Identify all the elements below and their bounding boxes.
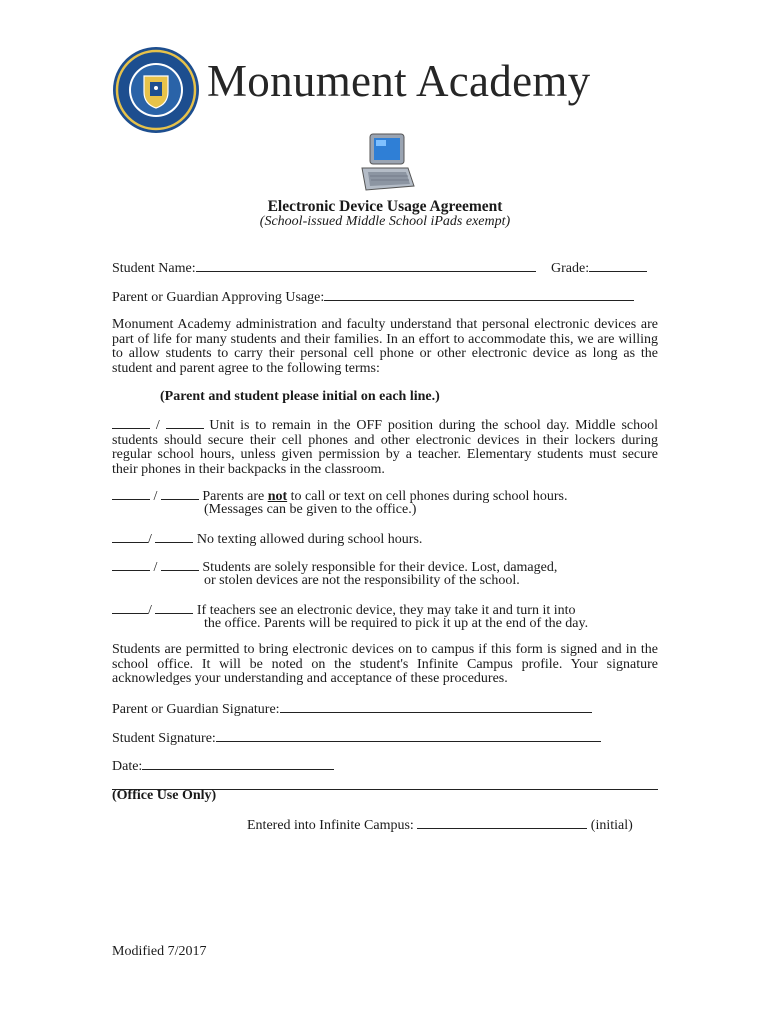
parent-initial-field[interactable] — [112, 487, 150, 500]
term-3: / No texting allowed during school hours. — [112, 530, 422, 548]
date-field[interactable] — [142, 757, 334, 770]
term-text: Unit is to remain in the OFF position during the school day. Middle school students should secure their cell phones and other electronic devices in their lockers during regular school hours, unless given permission by a teacher. Elementary students must secure their phones in their backpacks in the classroom. — [112, 418, 659, 477]
student-initial-field[interactable] — [155, 530, 193, 543]
document-title: Electronic Device Usage Agreement — [267, 198, 503, 215]
parent-initial-field[interactable] — [112, 530, 148, 543]
date-row — [112, 757, 334, 775]
parent-initial-field[interactable] — [112, 416, 150, 429]
term-text-emphasis: not — [267, 489, 288, 504]
parent-approving-label: Parent or Guardian Approving Usage: — [112, 290, 325, 305]
grade-field[interactable] — [589, 259, 647, 272]
term-4: / Students are solely responsible for their device. Lost, damaged, — [112, 558, 557, 576]
student-signature-row — [112, 729, 601, 747]
student-initial-field[interactable] — [166, 416, 204, 429]
student-name-row — [112, 259, 536, 277]
student-initial-field[interactable] — [161, 558, 199, 571]
parent-initial-field[interactable] — [112, 601, 148, 614]
office-use-label: (Office Use Only) — [112, 788, 217, 803]
student-signature-label: Student Signature: — [112, 731, 216, 746]
parent-initial-field[interactable] — [112, 558, 150, 571]
closing-paragraph: Students are permitted to bring electronic devices on to campus if this form is signed and in the school office. It will be noted on the student's Infinite Campus profile. Your signature acknowledges your understanding and acceptance of these procedures. — [112, 642, 658, 686]
initial-label: (initial) — [590, 818, 633, 833]
grade-label: Grade: — [551, 261, 590, 276]
term-2-line-2: (Messages can be given to the office.) — [204, 502, 417, 517]
initial-instruction: (Parent and student please initial on each line.) — [160, 389, 440, 404]
modified-date: Modified 7/2017 — [112, 944, 207, 959]
student-name-label: Student Name: — [112, 261, 196, 276]
intro-paragraph: Monument Academy administration and faculty understand that personal electronic devices are part of life for many students and their families. In an effort to accommodate this, we are willing to allow students to carry their personal cell phone or other electronic device as long as the student and parent agree to the following terms: — [112, 317, 658, 376]
infinite-campus-label: Entered into Infinite Campus: — [247, 818, 414, 833]
term-5: / If teachers see an electronic device, they may take it and turn it into — [112, 601, 576, 619]
date-label: Date: — [112, 759, 143, 774]
term-text-pre: Parents are — [202, 489, 268, 504]
school-name: Monument Academy — [207, 56, 591, 106]
parent-signature-field[interactable] — [280, 700, 592, 713]
parent-signature-row — [112, 700, 592, 718]
student-signature-field[interactable] — [216, 729, 601, 742]
document-subtitle: (School-issued Middle School iPads exempt) — [259, 214, 511, 229]
term-text-post: to call or text on cell phones during school hours. — [287, 489, 568, 504]
infinite-campus-initial-field[interactable] — [417, 816, 587, 829]
school-seal-logo — [112, 46, 200, 134]
term-text: Students are solely responsible for their device. Lost, damaged, — [202, 560, 558, 575]
grade-row — [551, 259, 647, 277]
term-1: / Unit is to remain in the OFF position during the school day. Middle school students should secure their cell phones and other electronic devices in their lockers during regular school hours, unless given permission by a teacher. Elementary students must secure their phones in their backpacks in the classroom. — [112, 418, 659, 477]
term-text: If teachers see an electronic device, they may take it and turn it into — [196, 603, 576, 618]
term-5-line-2: the office. Parents will be required to pick it up at the end of the day. — [204, 616, 589, 631]
student-initial-field[interactable] — [161, 487, 199, 500]
student-name-field[interactable] — [196, 259, 536, 272]
term-4-line-2: or stolen devices are not the responsibility of the school. — [204, 573, 520, 588]
electronic-device-illustration — [356, 130, 416, 194]
term-text: No texting allowed during school hours. — [196, 532, 423, 547]
parent-approving-row — [112, 288, 634, 306]
parent-signature-label: Parent or Guardian Signature: — [112, 702, 280, 717]
infinite-campus-row — [247, 816, 633, 834]
parent-approving-field[interactable] — [324, 288, 634, 301]
student-initial-field[interactable] — [155, 601, 193, 614]
term-2: / Parents are not to call or text on cell phones during school hours. — [112, 487, 568, 505]
